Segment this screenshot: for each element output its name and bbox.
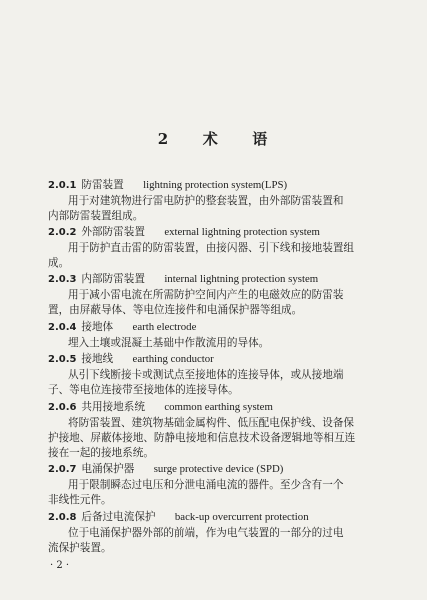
term-chinese: 接地线	[81, 353, 114, 365]
definition-line: 非线性元件。	[48, 494, 112, 506]
term-english: earth electrode	[132, 321, 197, 333]
term-definition	[48, 416, 400, 461]
term-chinese: 防雷装置	[81, 179, 124, 191]
term-definition	[48, 526, 400, 556]
term-number: 2.0.3	[48, 274, 77, 285]
definition-line: 将防雷装置、建筑物基础金属构件、低压配电保护线、设备保	[68, 417, 355, 429]
term-number: 2.0.7	[48, 464, 77, 475]
term-english: common earthing system	[164, 401, 273, 413]
definition-line: 位于电涌保护器外部的前端，作为电气装置的一部分的过电	[68, 527, 344, 539]
definition-line: 从引下线断接卡或测试点至接地体的连接导体，或从接地端	[68, 369, 344, 381]
term-chinese: 内部防雷装置	[81, 273, 145, 285]
definition-line: 护接地、屏蔽体接地、防静电接地和信息技术设备逻辑地等相互连	[48, 432, 356, 444]
definition-line: 用于防护直击雷的防雷装置，由接闪器、引下线和接地装置组	[68, 242, 355, 254]
term-heading	[48, 462, 400, 477]
term-heading	[48, 400, 400, 415]
term-english: lightning protection system(LPS)	[143, 179, 288, 191]
term-number: 2.0.5	[48, 354, 77, 365]
term-number: 2.0.1	[48, 180, 77, 191]
term-chinese: 接地体	[81, 321, 114, 333]
term-number: 2.0.2	[48, 227, 77, 238]
term-chinese: 共用接地系统	[81, 401, 145, 413]
term-english: earthing conductor	[132, 353, 214, 365]
term-chinese: 电涌保护器	[81, 463, 135, 475]
term-heading	[48, 272, 400, 287]
definition-line: 子、等电位连接带至接地体的连接导体。	[48, 384, 239, 396]
chapter-title-char-2: 语	[252, 130, 270, 148]
page-number: · 2 ·	[50, 560, 70, 571]
definition-line: 用于对建筑物进行雷电防护的整套装置，由外部防雷装置和	[68, 195, 344, 207]
term-english: back-up overcurrent protection	[174, 511, 309, 523]
definition-line: 流保护装置。	[48, 542, 112, 554]
term-heading	[48, 320, 400, 335]
term-english: surge protective device (SPD)	[153, 463, 284, 475]
term-number: 2.0.8	[48, 512, 77, 523]
term-number: 2.0.4	[48, 322, 77, 333]
chapter-number: 2	[157, 130, 171, 148]
term-definition	[48, 368, 400, 398]
term-heading	[48, 352, 400, 367]
term-chinese: 外部防雷装置	[81, 226, 145, 238]
definition-line: 置，由屏蔽导体、等电位连接件和电涌保护器等组成。	[48, 304, 303, 316]
term-heading	[48, 225, 400, 240]
term-definition	[48, 478, 400, 508]
chapter-title-char-1: 术	[202, 130, 220, 148]
term-definition	[48, 194, 400, 224]
term-number: 2.0.6	[48, 402, 77, 413]
term-heading	[48, 178, 400, 193]
definition-line: 内部防雷装置组成。	[48, 210, 144, 222]
definition-line: 成。	[48, 257, 70, 269]
definition-line: 接在一起的接地系统。	[48, 447, 154, 459]
definition-line: 埋入土壤或混凝土基础中作散流用的导体。	[68, 337, 270, 349]
term-heading	[48, 510, 400, 525]
term-definition	[48, 241, 400, 271]
chapter-title	[0, 128, 427, 149]
term-chinese: 后备过电流保护	[81, 511, 156, 523]
term-definition	[48, 336, 400, 351]
term-definition	[48, 288, 400, 318]
term-english: internal lightning protection system	[164, 273, 319, 285]
definition-line: 用于限制瞬态过电压和分泄电涌电流的器件。至少含有一个	[68, 479, 344, 491]
term-english: external lightning protection system	[164, 226, 320, 238]
definition-line: 用于减小雷电流在所需防护空间内产生的电磁效应的防雷装	[68, 289, 344, 301]
